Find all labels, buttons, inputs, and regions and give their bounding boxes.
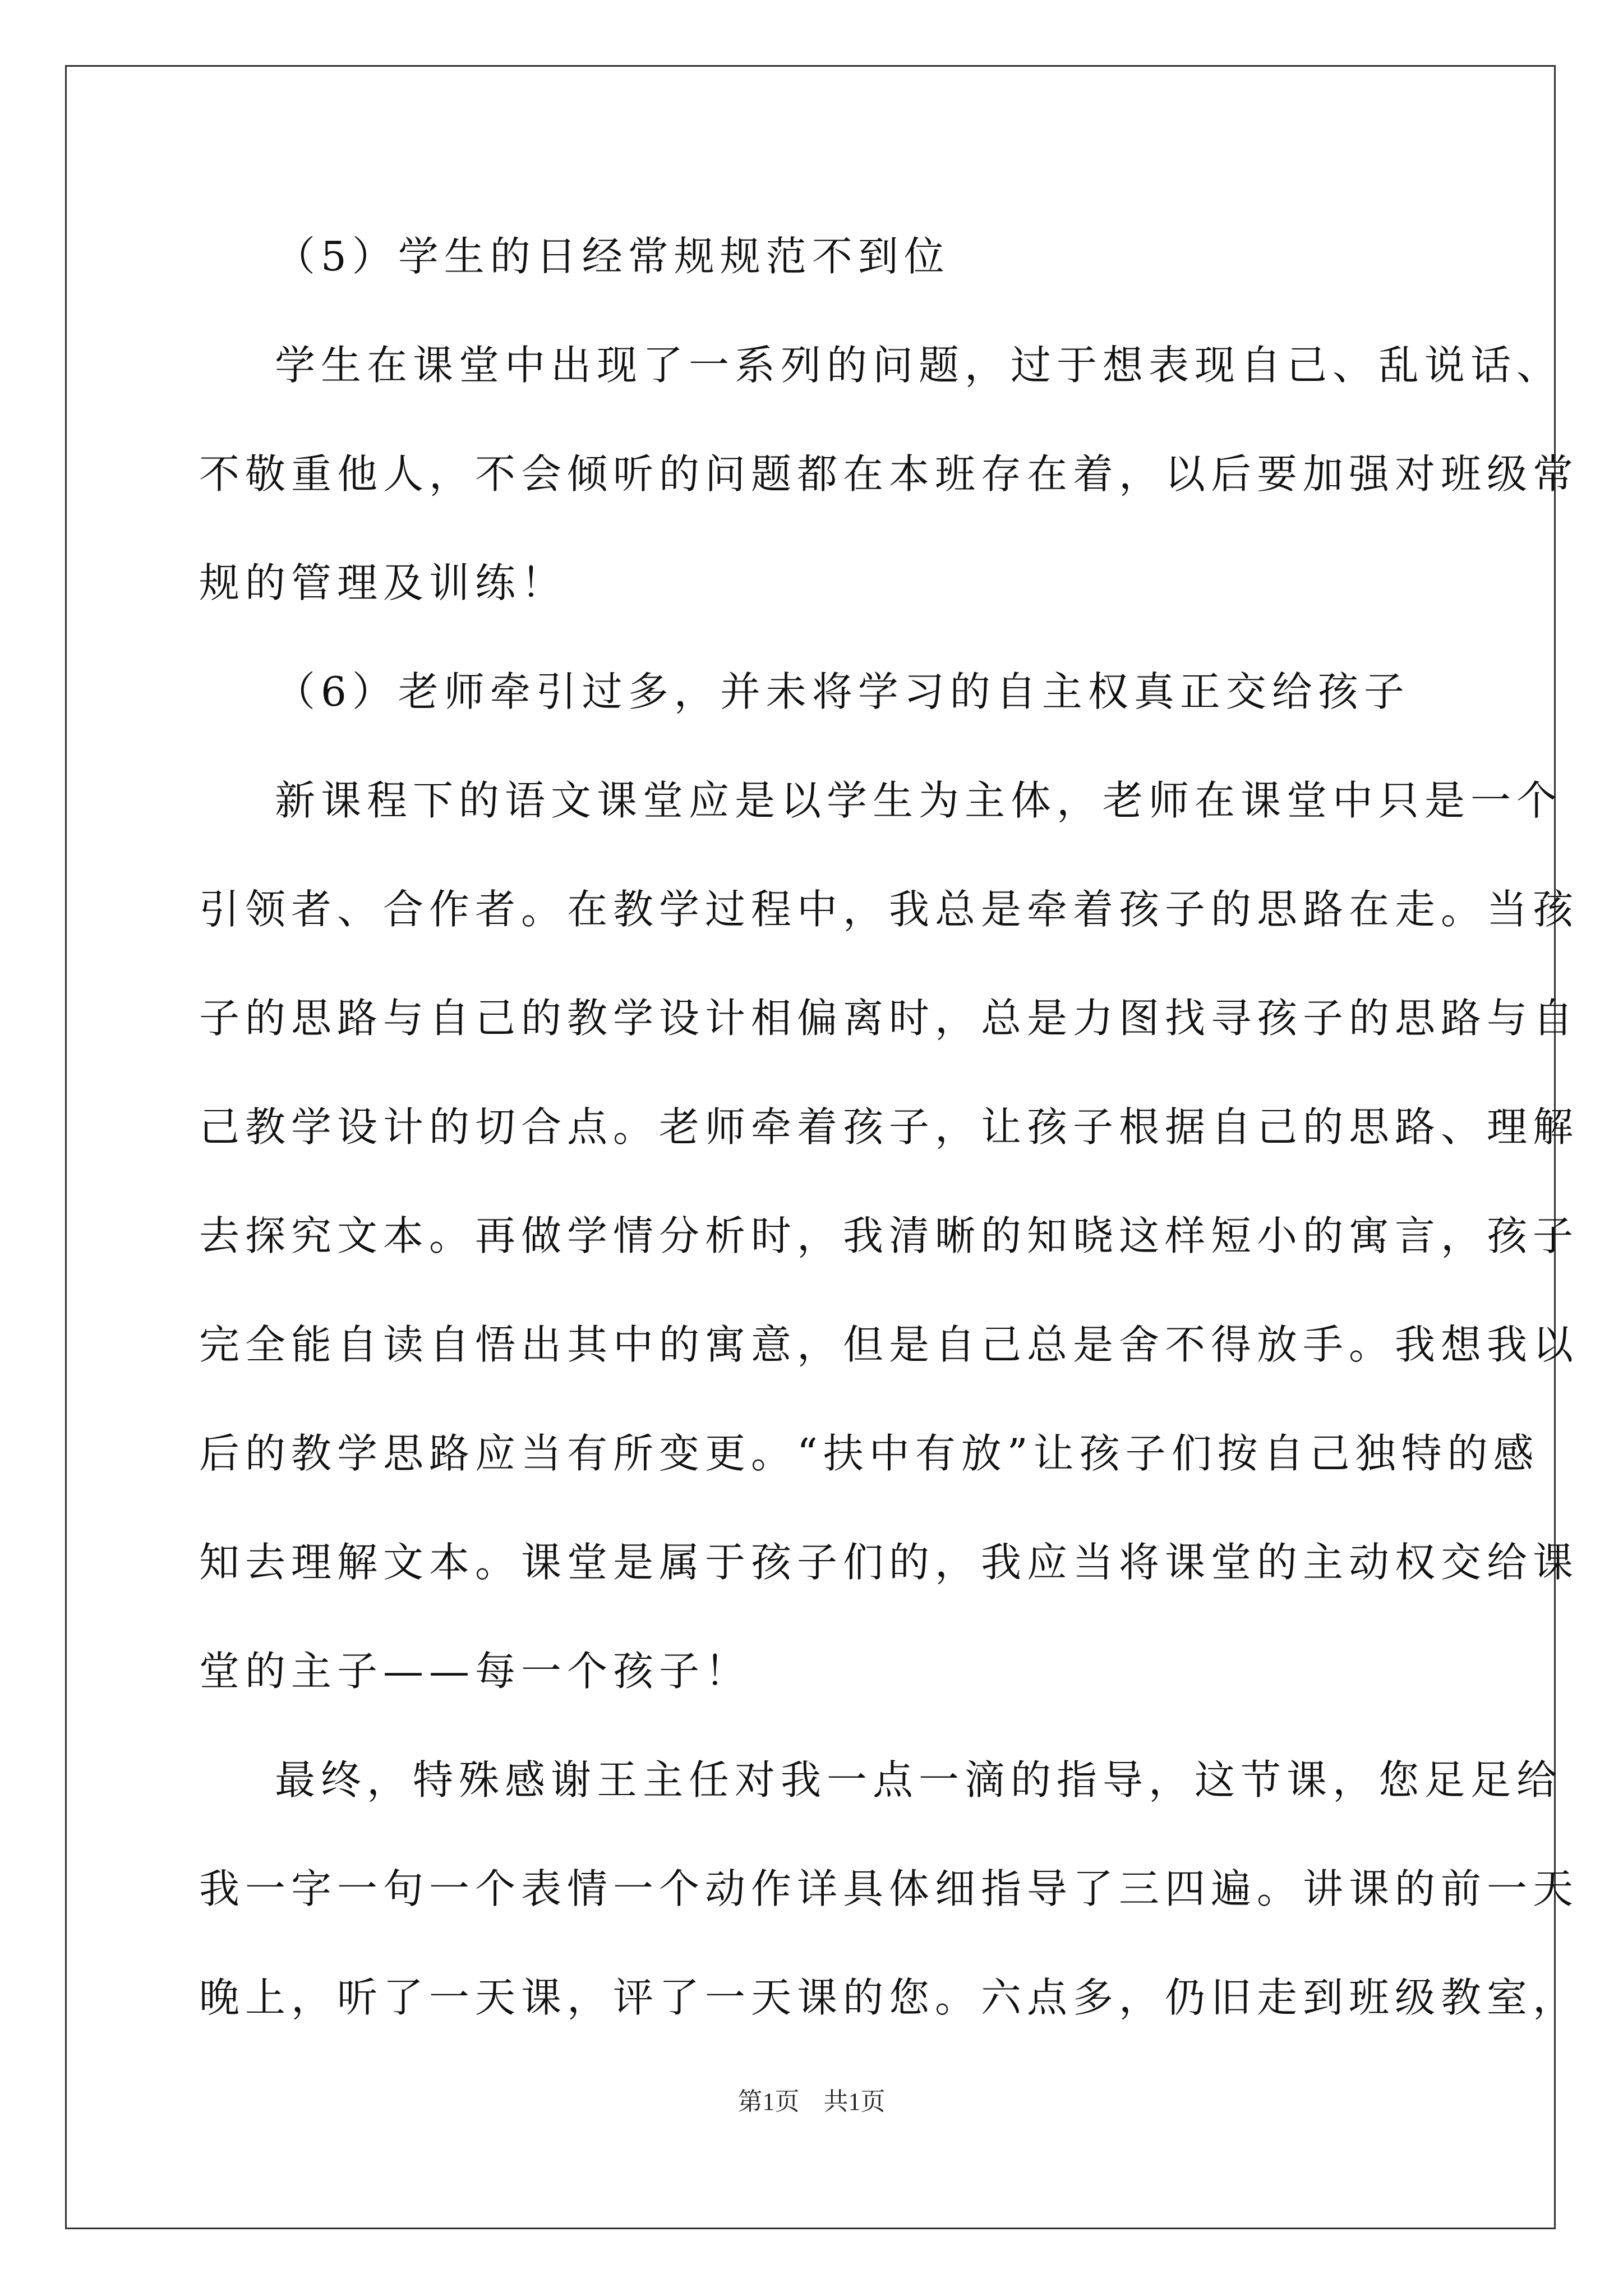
paragraph-line: 晚上，听了一天课，评了一天课的您。六点多，仍旧走到班级教室， xyxy=(199,1974,1579,2021)
document-body xyxy=(199,202,1579,2052)
paragraph-line: 不敬重他人，不会倾听的问题都在本班存在着，以后要加强对班级常 xyxy=(199,450,1579,498)
paragraph-line: 去探究文本。再做学情分析时，我清晰的知晓这样短小的寓言，孩子 xyxy=(199,1212,1579,1259)
paragraph-line: 学生在课堂中出现了一系列的问题，过于想表现自己、乱说话、 xyxy=(275,342,1563,389)
section-heading-6: （6）老师牵引过多，并未将学习的自主权真正交给孩子 xyxy=(275,668,1410,715)
page-number-current: 第1页 xyxy=(737,2088,800,2115)
page-footer xyxy=(0,2081,1623,2117)
page-number-total: 共1页 xyxy=(823,2088,886,2115)
paragraph-line: 堂的主子——每一个孩子！ xyxy=(199,1648,751,1695)
section-heading-5: （5）学生的日经常规规范不到位 xyxy=(275,233,950,280)
paragraph-line: 知去理解文本。课堂是属于孩子们的，我应当将课堂的主动权交给课 xyxy=(199,1539,1579,1586)
paragraph-line: 我一字一句一个表情一个动作详具体细指导了三四遍。讲课的前一天 xyxy=(199,1865,1579,1912)
paragraph-line: 后的教学思路应当有所变更。“扶中有放”让孩子们按自己独特的感 xyxy=(199,1430,1539,1477)
paragraph-line: 新课程下的语文课堂应是以学生为主体，老师在课堂中只是一个 xyxy=(275,777,1563,824)
paragraph-line: 完全能自读自悟出其中的寓意，但是自己总是舍不得放手。我想我以 xyxy=(199,1321,1579,1368)
paragraph-line: 规的管理及训练！ xyxy=(199,559,568,606)
paragraph-line: 引领者、合作者。在教学过程中，我总是牵着孩子的思路在走。当孩 xyxy=(199,886,1579,933)
paragraph-line: 子的思路与自己的教学设计相偏离时，总是力图找寻孩子的思路与自 xyxy=(199,995,1579,1042)
paragraph-line: 最终，特殊感谢王主任对我一点一滴的指导，这节课，您足足给 xyxy=(275,1756,1563,1803)
paragraph-line: 己教学设计的切合点。老师牵着孩子，让孩子根据自己的思路、理解 xyxy=(199,1103,1579,1151)
